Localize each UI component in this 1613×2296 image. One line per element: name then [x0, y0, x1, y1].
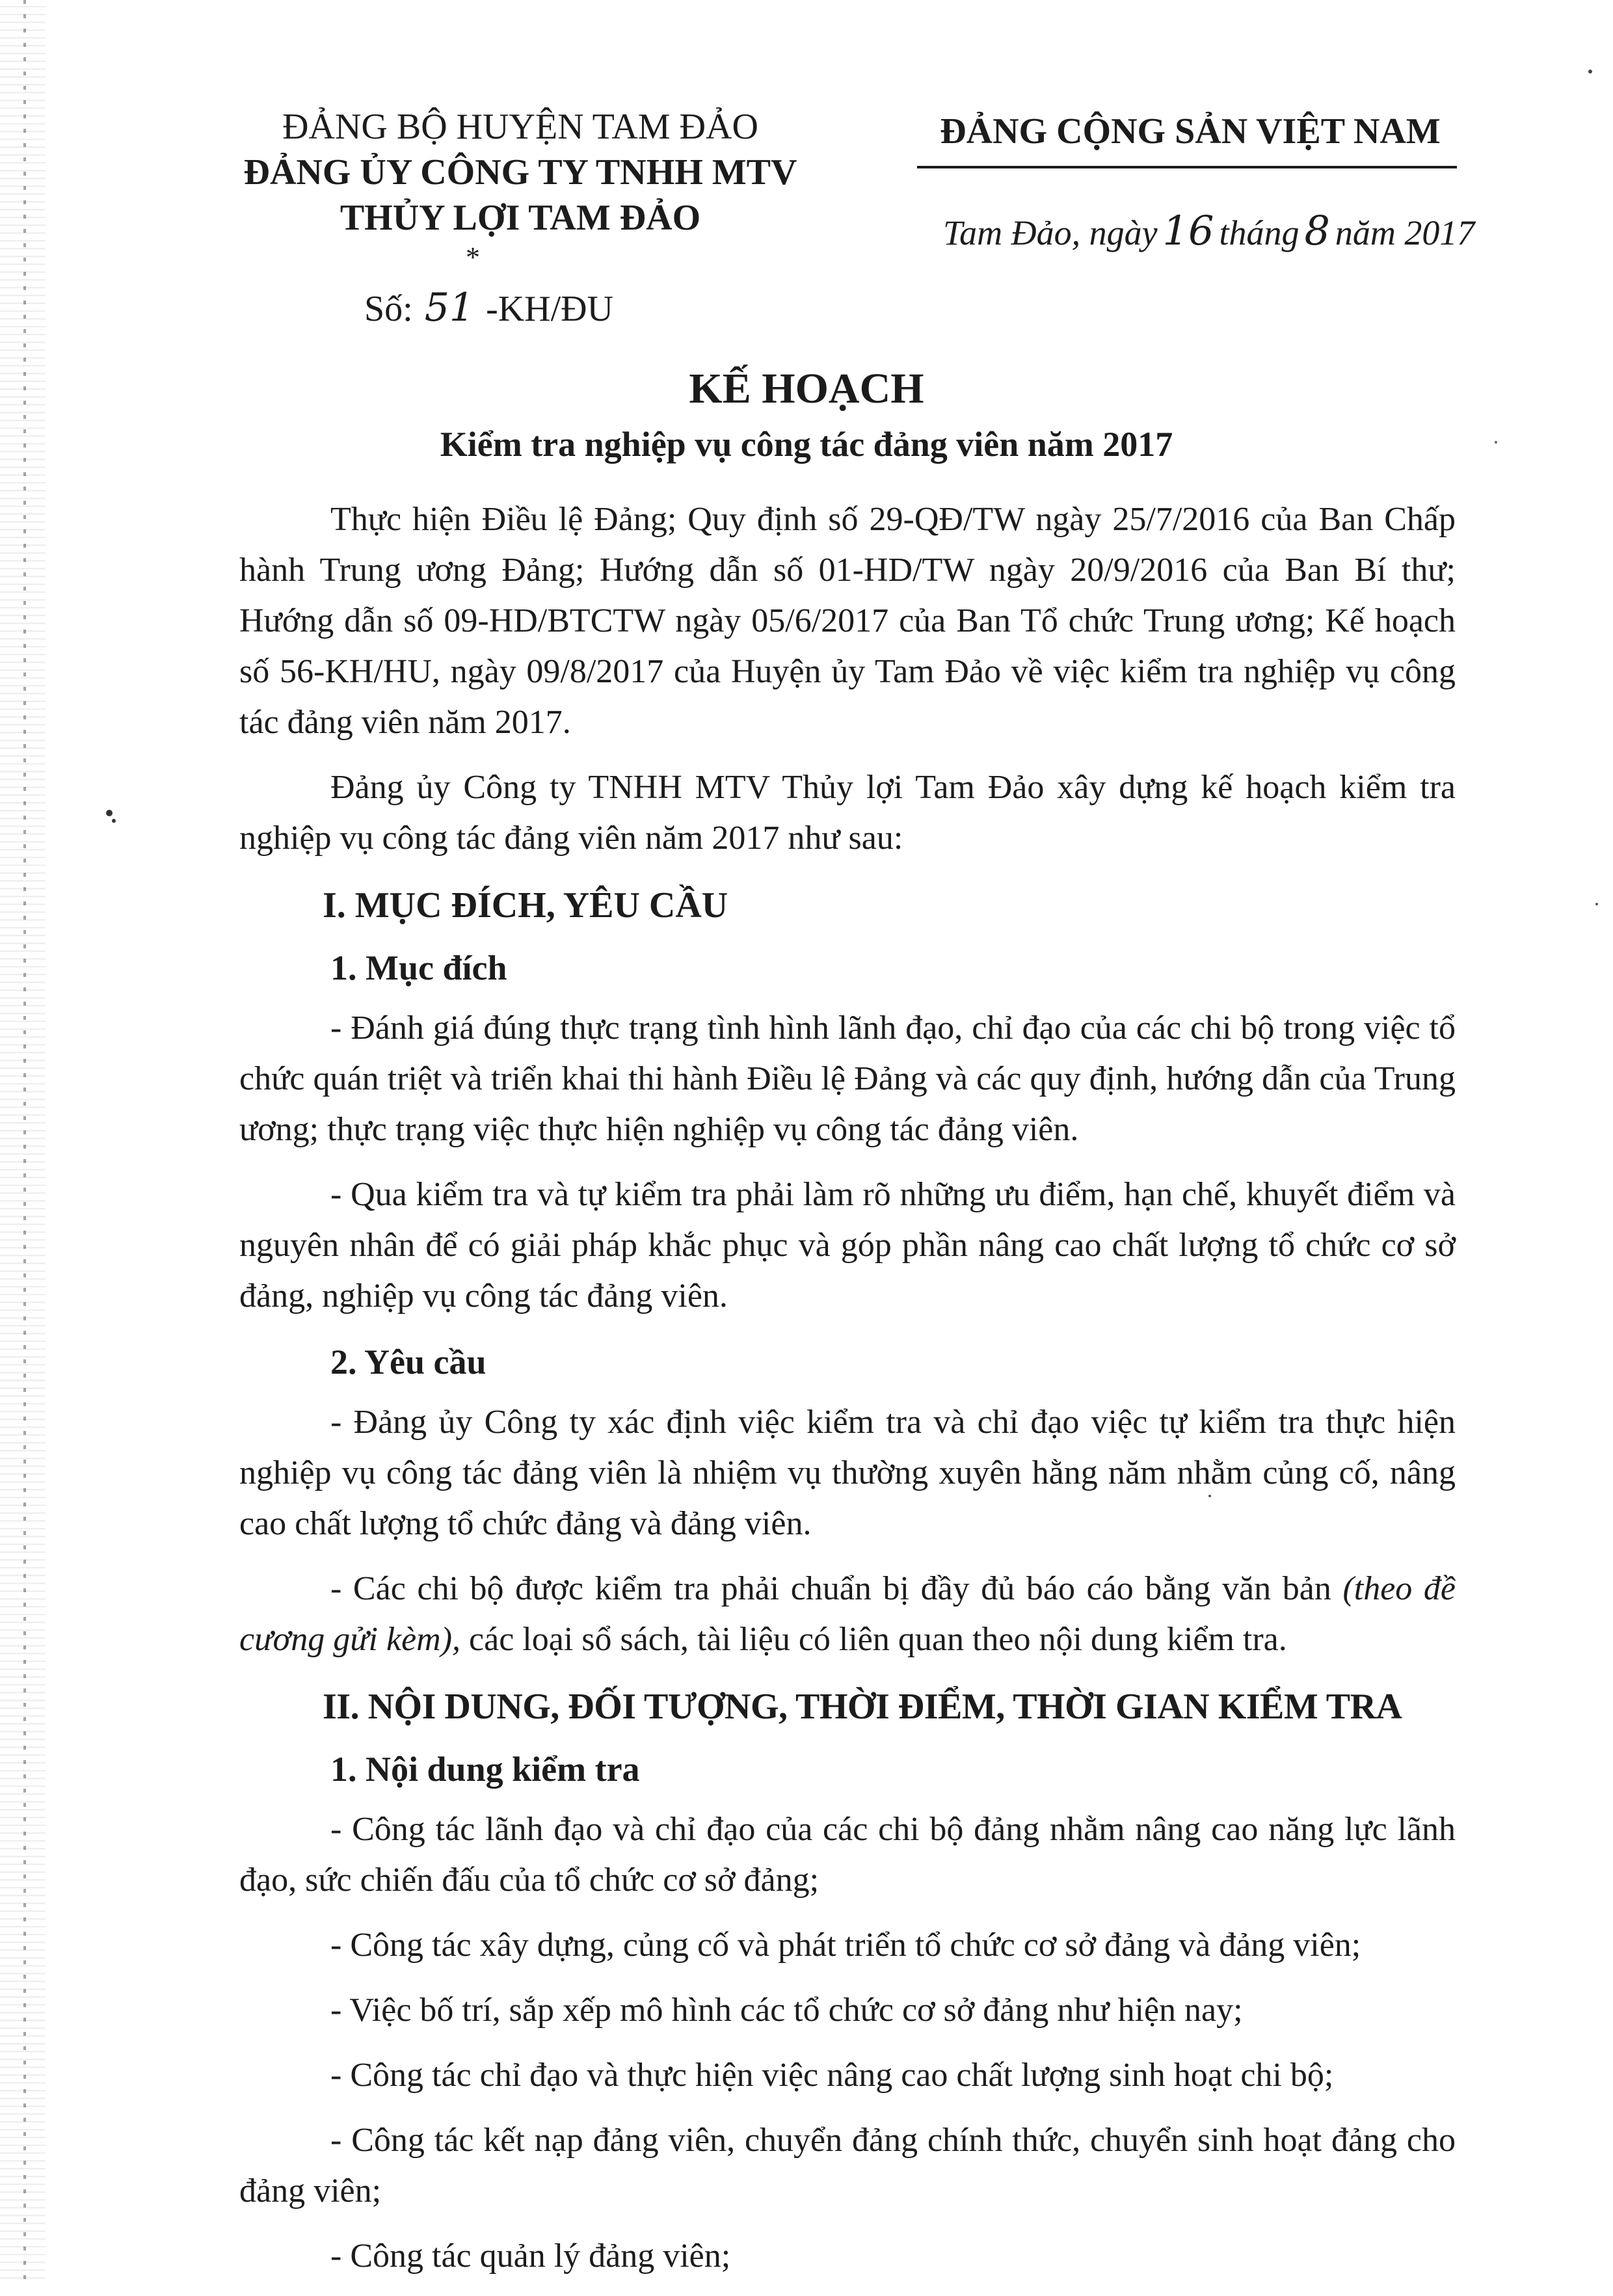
requirement-item-2-text-a: - Các chi bộ được kiểm tra phải chuẩn bị đầy đủ báo cáo bằng văn bản [330, 1570, 1343, 1607]
section-1-2-heading: 2. Yêu cầu [330, 1342, 487, 1382]
org-line-2: ĐẢNG ỦY CÔNG TY TNHH MTV [243, 152, 797, 193]
content-item-5: - Công tác kết nạp đảng viên, chuyển đảng chính thức, chuyển sinh hoạt đảng cho đảng viên; [239, 2122, 1456, 2209]
date-place: Tam Đảo, ngày [943, 213, 1158, 252]
content-item-1: - Công tác lãnh đạo và chỉ đạo của các chi bộ đảng nhằm nâng cao năng lực lãnh đạo, sức chiến đấu của tổ chức cơ sở đảng; [239, 1811, 1456, 1899]
content-item-2: - Công tác xây dựng, củng cố và phát triển tổ chức cơ sở đảng và đảng viên; [330, 1927, 1361, 1964]
content-item-6: - Công tác quản lý đảng viên; [330, 2237, 731, 2275]
requirement-item-2-text-b: các loại sổ sách, tài liệu có liên quan theo nội dung kiểm tra. [460, 1621, 1287, 1658]
org-line-1: ĐẢNG BỘ HUYỆN TAM ĐẢO [282, 107, 758, 147]
party-name-underline [917, 166, 1457, 168]
issue-date [943, 207, 1474, 254]
content-item-3: - Việc bố trí, sắp xếp mô hình các tổ chức cơ sở đảng như hiện nay; [330, 1992, 1243, 2029]
number-prefix: Số: [364, 289, 413, 329]
document-title: KẾ HOẠCH [689, 365, 924, 412]
section-2-1-heading: 1. Nội dung kiểm tra [330, 1750, 640, 1789]
org-line-3: THỦY LỢI TAM ĐẢO [340, 198, 701, 238]
document-number [364, 285, 613, 330]
number-handwritten: 51 [424, 285, 475, 330]
party-name: ĐẢNG CỘNG SẢN VIỆT NAM [940, 111, 1441, 152]
document-body [239, 494, 1456, 2296]
intro-paragraph-2: Đảng ủy Công ty TNHH MTV Thủy lợi Tam Đảo xây dựng kế hoạch kiểm tra nghiệp vụ công tác đảng viên năm 2017 như sau: [239, 769, 1456, 857]
requirement-item-1: - Đảng ủy Công ty xác định việc kiểm tra và chỉ đạo việc tự kiểm tra thực hiện nghiệp vụ công tác đảng viên là nhiệm vụ thường xuyên hằng năm nhằm củng cố, nâng cao chất lượng tổ chức đảng và đảng viên. [239, 1404, 1456, 1542]
requirement-item-2 [239, 1564, 1456, 1665]
issuing-organization [169, 104, 872, 241]
number-suffix: -KH/ĐU [486, 289, 614, 329]
requirement-item-2-italic: (theo đề cương gửi kèm), [239, 1570, 1456, 1658]
date-day-handwritten: 16 [1162, 207, 1214, 254]
purpose-item-1: - Đánh giá đúng thực trạng tình hình lãnh đạo, chỉ đạo của các chi bộ trong việc tổ chức quán triệt và triển khai thi hành Điều lệ Đảng và các quy định, hướng dẫn của Trung ương; thực trạng việc thực hiện nghiệp vụ công tác đảng viên. [239, 1009, 1456, 1148]
scan-edge-line [23, 0, 26, 2281]
scan-edge-noise [0, 0, 46, 2281]
section-2-heading: II. NỘI DUNG, ĐỐI TƯỢNG, THỜI ĐIỂM, THỜI GIAN KIỂM TRA [323, 1687, 1402, 1727]
section-1-heading: I. MỤC ĐÍCH, YÊU CẦU [323, 885, 728, 926]
date-month-label: tháng [1219, 213, 1300, 252]
date-month-handwritten: 8 [1304, 207, 1330, 254]
date-year: năm 2017 [1335, 213, 1475, 252]
purpose-item-2: - Qua kiểm tra và tự kiểm tra phải làm rõ những ưu điểm, hạn chế, khuyết điểm và nguyên nhân để có giải pháp khắc phục và góp phần nâng cao chất lượng tổ chức cơ sở đảng, nghiệp vụ công tác đảng viên. [239, 1176, 1456, 1315]
document-subtitle: Kiểm tra nghiệp vụ công tác đảng viên năm 2017 [440, 425, 1173, 464]
section-1-1-heading: 1. Mục đích [330, 948, 507, 987]
star-mark: * [466, 241, 480, 273]
intro-paragraph-1: Thực hiện Điều lệ Đảng; Quy định số 29-QĐ/TW ngày 25/7/2016 của Ban Chấp hành Trung ương Đảng; Hướng dẫn số 01-HD/TW ngày 20/9/2016 của Ban Bí thư; Hướng dẫn số 09-HD/BTCTW ngày 05/6/2017 của Ban Tổ chức Trung ương; Kế hoạch số 56-KH/HU, ngày 09/8/2017 của Huyện ủy Tam Đảo về việc kiểm tra nghiệp vụ công tác đảng viên năm 2017. [239, 501, 1456, 741]
party-header [898, 111, 1483, 152]
content-item-4: - Công tác chỉ đạo và thực hiện việc nâng cao chất lượng sinh hoạt chi bộ; [330, 2057, 1334, 2094]
